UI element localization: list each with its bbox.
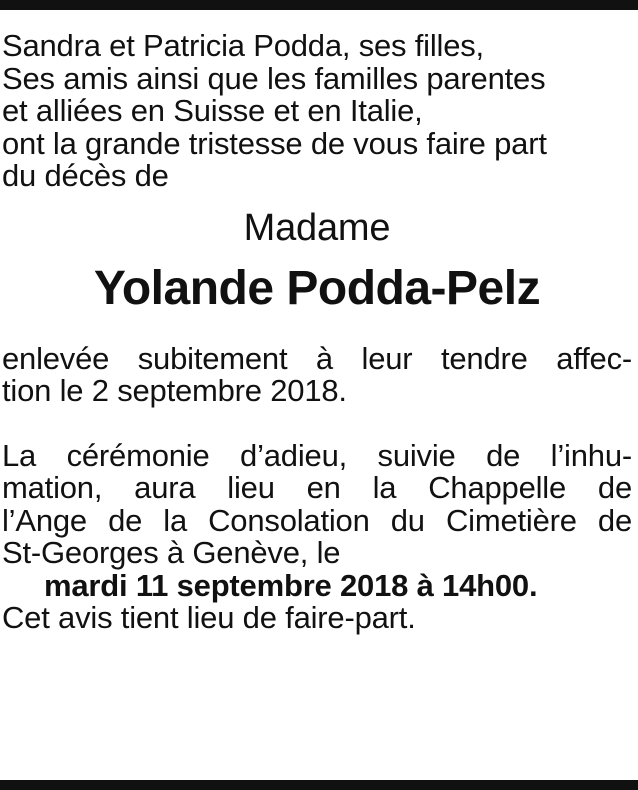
- deceased-name: Yolande Podda-Pelz: [93, 261, 541, 315]
- ceremony-text-line-1: La cérémonie d’adieu, suivie de l’inhu-: [2, 437, 632, 473]
- intro-line-2: Ses amis ainsi que les familles parentes: [2, 60, 546, 96]
- death-notice: [2, 30, 632, 635]
- spacer: [2, 319, 632, 343]
- death-text-line-2: tion le 2 septembre 2018.: [2, 373, 347, 408]
- spacer: [2, 408, 632, 440]
- top-border: [0, 0, 638, 10]
- intro-line-5: du décès de: [2, 158, 169, 193]
- ceremony-text-line-3: l’Ange de la Consolation du Cimetière de: [2, 502, 632, 538]
- ceremony-text-line-2: mation, aura lieu en la Chappelle de: [2, 470, 632, 505]
- ceremony-text-line-4: St-Georges à Genève, le: [2, 535, 341, 570]
- honorific: Madame: [243, 206, 391, 249]
- intro-line-1: Sandra et Patricia Podda, ses filles,: [2, 28, 484, 63]
- intro-line-3: et alliées en Suisse et en Italie,: [2, 93, 423, 128]
- intro-line-4: ont la grande tristesse de vous faire part: [2, 125, 547, 161]
- death-text-line-1: enlevée subitement à leur tendre affec-: [2, 340, 632, 376]
- bottom-border: [0, 780, 638, 790]
- closing-text: Cet avis tient lieu de faire-part.: [2, 600, 416, 635]
- ceremony-date: mardi 11 septembre 2018 à 14h00.: [44, 567, 538, 603]
